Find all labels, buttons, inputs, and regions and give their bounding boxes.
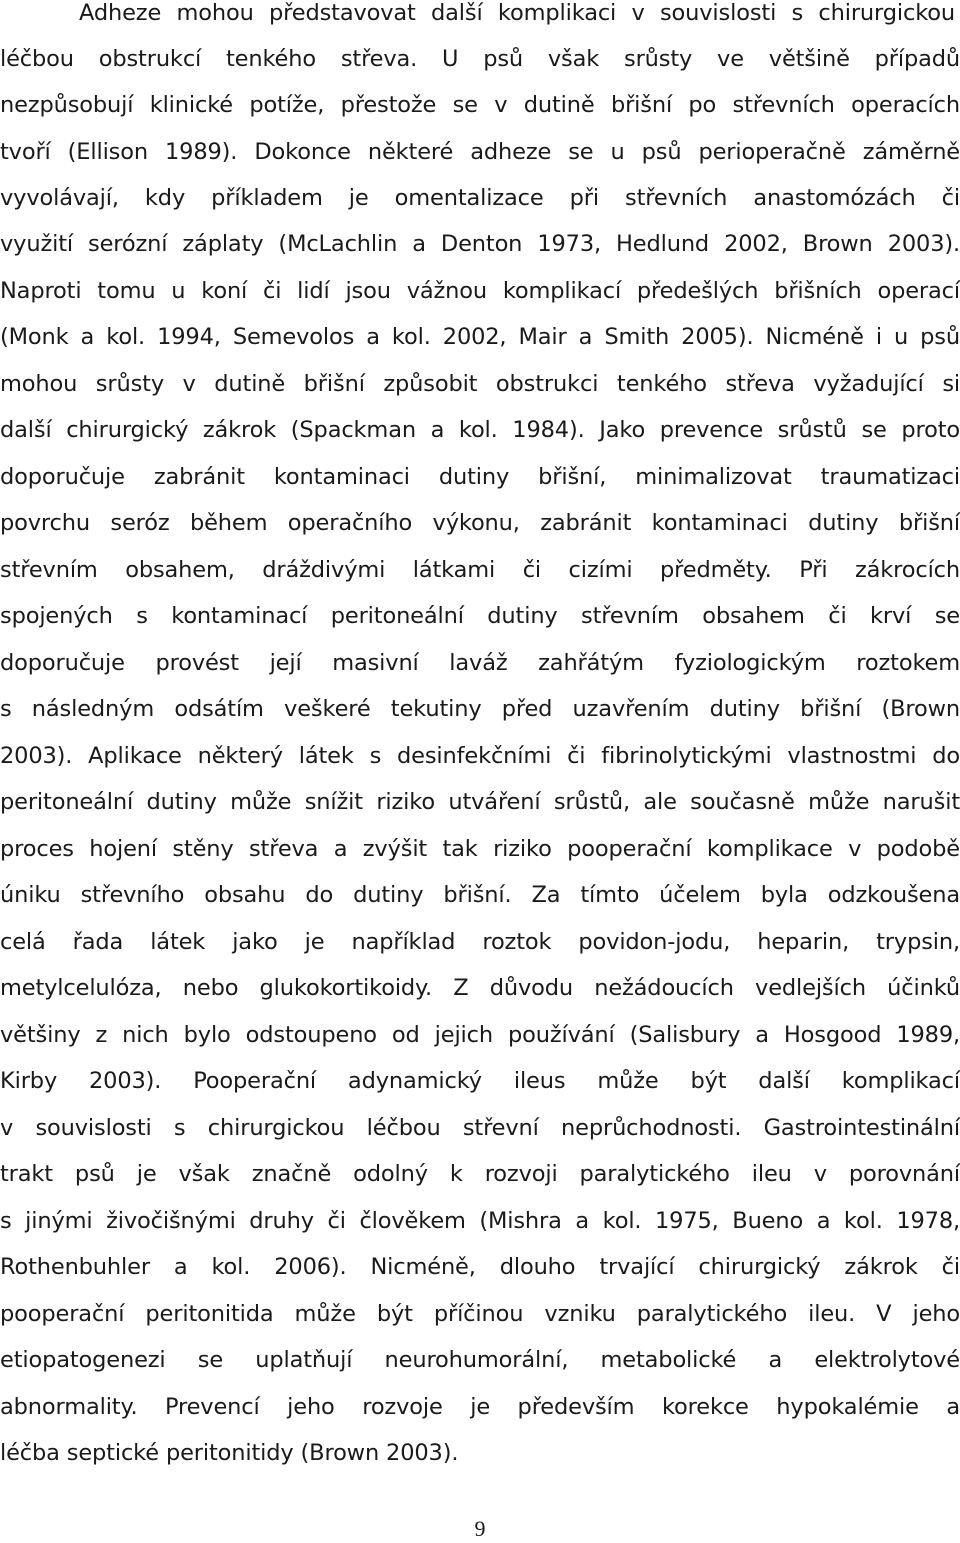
text-line: metylcelulóza, nebo glukokortikoidy. Z důvodu nežádoucích vedlejších účinků <box>0 975 960 1001</box>
text-line: s jinými živočišnými druhy či člověkem (Mishra a kol. 1975, Bueno a kol. 1978, <box>0 1208 960 1234</box>
text-line: nezpůsobují klinické potíže, přestože se v dutině břišní po střevních operacích <box>0 92 960 118</box>
text-line: využití serózní záplaty (McLachlin a Denton 1973, Hedlund 2002, Brown 2003). <box>0 231 960 257</box>
text-line: doporučuje provést její masivní laváž zahřátým fyziologickým roztokem <box>0 650 960 676</box>
text-line: (Monk a kol. 1994, Semevolos a kol. 2002, Mair a Smith 2005). Nicméně i u psů <box>0 324 960 350</box>
text-line: povrchu seróz během operačního výkonu, zabránit kontaminaci dutiny břišní <box>0 510 960 536</box>
text-line: střevním obsahem, dráždivými látkami či cizími předměty. Při zákrocích <box>0 557 960 583</box>
text-line: úniku střevního obsahu do dutiny břišní. Za tímto účelem byla odzkoušena <box>0 882 960 908</box>
text-line: s následným odsátím veškeré tekutiny před uzavřením dutiny břišní (Brown <box>0 696 960 722</box>
text-line: doporučuje zabránit kontaminaci dutiny břišní, minimalizovat traumatizaci <box>0 464 960 490</box>
text-line: Kirby 2003). Pooperační adynamický ileus může být další komplikací <box>0 1068 960 1094</box>
text-line: léčba septické peritonitidy (Brown 2003). <box>0 1440 459 1466</box>
text-line: Naproti tomu u koní či lidí jsou vážnou komplikací předešlých břišních operací <box>0 278 960 304</box>
text-line: v souvislosti s chirurgickou léčbou střevní neprůchodnosti. Gastrointestinální <box>0 1115 960 1141</box>
text-line: 2003). Aplikace některý látek s desinfekčními či fibrinolytickými vlastnostmi do <box>0 743 960 769</box>
text-line: celá řada látek jako je například roztok povidon-jodu, heparin, trypsin, <box>0 929 960 955</box>
text-line: další chirurgický zákrok (Spackman a kol. 1984). Jako prevence srůstů se proto <box>0 417 960 443</box>
text-line: abnormality. Prevencí jeho rozvoje je především korekce hypokalémie a <box>0 1394 960 1420</box>
text-line: Adheze mohou představovat další komplikaci v souvislosti s chirurgickou <box>79 0 955 26</box>
text-line: mohou srůsty v dutině břišní způsobit obstrukci tenkého střeva vyžadující si <box>0 371 960 397</box>
text-line: spojených s kontaminací peritoneální dutiny střevním obsahem či krví se <box>0 603 960 629</box>
text-line: tvoří (Ellison 1989). Dokonce některé adheze se u psů perioperačně záměrně <box>0 139 960 165</box>
text-line: trakt psů je však značně odolný k rozvoji paralytického ileu v porovnání <box>0 1161 960 1187</box>
text-line: vyvolávají, kdy příkladem je omentalizace při střevních anastomózách či <box>0 185 960 211</box>
page-number: 9 <box>474 1516 486 1541</box>
text-line: léčbou obstrukcí tenkého střeva. U psů však srůsty ve většině případů <box>0 46 960 72</box>
text-line: většiny z nich bylo odstoupeno od jejich používání (Salisbury a Hosgood 1989, <box>0 1022 960 1048</box>
text-line: peritoneální dutiny může snížit riziko utváření srůstů, ale současně může narušit <box>0 789 960 815</box>
text-line: etiopatogenezi se uplatňují neurohumorální, metabolické a elektrolytové <box>0 1347 960 1373</box>
text-line: proces hojení stěny střeva a zvýšit tak riziko pooperační komplikace v podobě <box>0 836 960 862</box>
text-line: Rothenbuhler a kol. 2006). Nicméně, dlouho trvající chirurgický zákrok či <box>0 1254 960 1280</box>
text-line: pooperační peritonitida může být příčinou vzniku paralytického ileu. V jeho <box>0 1301 960 1327</box>
